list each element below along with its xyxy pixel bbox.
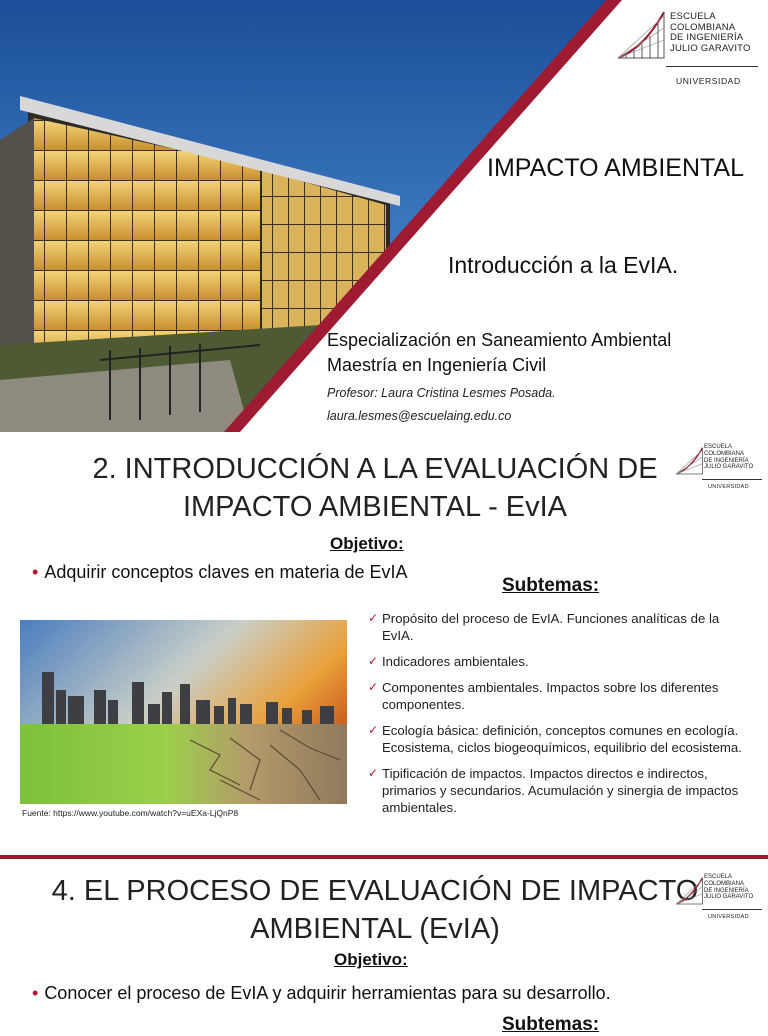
objetivo-item: • Adquirir conceptos claves en materia de EvIA xyxy=(32,562,408,582)
logo-university: UNIVERSIDAD xyxy=(676,76,741,86)
university-logo-small: ESCUELA COLOMBIANA DE INGENIERÍA JULIO GARAVITO UNIVERSIDAD xyxy=(674,444,766,494)
list-item: ✓ Ecología básica: definición, conceptos comunes en ecología. Ecosistema, ciclos biogeoquímicos, equilibrio del ecosistema. xyxy=(368,723,742,755)
check-icon: ✓ xyxy=(368,654,379,668)
bullet-icon: • xyxy=(32,562,39,582)
slide1-title: IMPACTO AMBIENTAL xyxy=(487,154,744,182)
list-item: ✓ Tipificación de impactos. Impactos directos e indirectos, primarios y secundarios. Acumulación y sinergia de impactos ambientales. xyxy=(368,766,739,815)
university-logo-small: ESCUELA COLOMBIANA DE INGENIERÍA JULIO GARAVITO UNIVERSIDAD xyxy=(674,874,766,924)
objetivo-label: Objetivo: xyxy=(330,534,404,553)
logo-emblem-icon xyxy=(674,874,706,910)
slide3-title: 4. EL PROCESO DE EVALUACIÓN DE IMPACTO AMBIENTAL (EvIA) xyxy=(51,875,699,945)
list-item: ✓ Indicadores ambientales. xyxy=(368,654,529,669)
intro-slide xyxy=(0,432,768,858)
image-source: Fuente: https://www.youtube.com/watch?v=uEXa-LjQnP8 xyxy=(22,808,239,818)
list-item: ✓ Propósito del proceso de EvIA. Funciones analíticas de la EvIA. xyxy=(368,611,720,643)
slide1-subtitle: Introducción a la EvIA. xyxy=(448,252,679,278)
check-icon: ✓ xyxy=(368,611,379,625)
subtemas-list xyxy=(368,610,748,825)
professor-name: Profesor: Laura Cristina Lesmes Posada. xyxy=(327,386,556,400)
subtemas-label: Subtemas: xyxy=(502,575,600,596)
logo-divider xyxy=(666,66,758,67)
process-slide xyxy=(0,860,768,1035)
objetivo-label: Objetivo: xyxy=(334,950,408,969)
slide2-title: 2. INTRODUCCIÓN A LA EVALUACIÓN DE IMPACTO AMBIENTAL - EvIA xyxy=(92,453,658,523)
climate-city-image xyxy=(20,620,347,804)
check-icon: ✓ xyxy=(368,766,379,780)
program-specialization: Especialización en Saneamiento Ambiental xyxy=(327,330,672,350)
objetivo-item: • Conocer el proceso de EvIA y adquirir herramientas para su desarrollo. xyxy=(32,983,611,1003)
list-item: ✓ Componentes ambientales. Impactos sobre los diferentes componentes. xyxy=(368,680,719,712)
check-icon: ✓ xyxy=(368,680,379,694)
slide-divider xyxy=(0,855,768,859)
university-logo xyxy=(614,8,762,88)
logo-emblem-icon xyxy=(614,8,670,66)
program-masters: Maestría en Ingeniería Civil xyxy=(327,355,547,375)
bullet-icon: • xyxy=(32,983,39,1003)
check-icon: ✓ xyxy=(368,723,379,737)
logo-emblem-icon xyxy=(674,444,706,480)
logo-text: ESCUELA COLOMBIANA DE INGENIERÍA JULIO GARAVITO xyxy=(670,11,751,54)
subtemas-label: Subtemas: xyxy=(502,1014,600,1035)
professor-email[interactable]: laura.lesmes@escuelaing.edu.co xyxy=(327,409,512,423)
title-slide xyxy=(0,0,768,432)
